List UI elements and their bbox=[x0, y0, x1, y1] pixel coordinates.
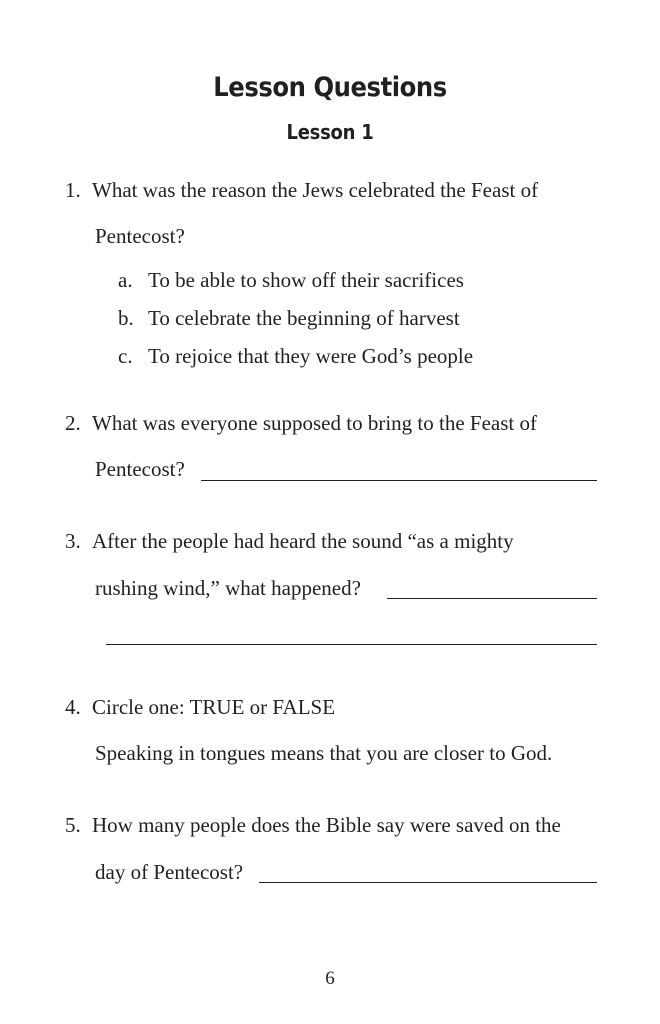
question-text: How many people does the Bible say were saved on the bbox=[92, 813, 561, 837]
question-text: After the people had heard the sound “as a mighty bbox=[92, 529, 514, 553]
question-text-continued: Pentecost? bbox=[95, 457, 185, 481]
page-number: 6 bbox=[325, 968, 335, 989]
question-text-continued: Speaking in tongues means that you are closer to God. bbox=[95, 741, 553, 765]
option-letter: c. bbox=[118, 344, 133, 368]
question-number: 5. bbox=[65, 813, 81, 837]
option-c[interactable]: To rejoice that they were God’s people bbox=[148, 344, 474, 368]
option-letter: a. bbox=[118, 268, 133, 292]
answer-blank[interactable] bbox=[387, 598, 597, 599]
answer-blank[interactable] bbox=[201, 480, 597, 481]
question-text-continued: rushing wind,” what happened? bbox=[95, 576, 361, 600]
question-text-continued: Pentecost? bbox=[95, 224, 185, 248]
answer-blank[interactable] bbox=[259, 882, 597, 883]
option-b[interactable]: To celebrate the beginning of harvest bbox=[148, 306, 460, 330]
question-number: 3. bbox=[65, 529, 81, 553]
option-a[interactable]: To be able to show off their sacrifices bbox=[148, 268, 464, 292]
question-text-continued: day of Pentecost? bbox=[95, 860, 244, 884]
answer-blank[interactable] bbox=[106, 644, 597, 645]
question-text: Circle one: TRUE or FALSE bbox=[92, 695, 336, 719]
question-text: What was everyone supposed to bring to the Feast of bbox=[92, 411, 537, 435]
question-number: 1. bbox=[65, 178, 81, 202]
page-title: Lesson Questions bbox=[213, 72, 447, 103]
option-letter: b. bbox=[118, 306, 134, 330]
page-subtitle: Lesson 1 bbox=[286, 120, 374, 144]
question-number: 2. bbox=[65, 411, 81, 435]
question-text: What was the reason the Jews celebrated the Feast of bbox=[92, 178, 539, 202]
question-number: 4. bbox=[65, 695, 81, 719]
